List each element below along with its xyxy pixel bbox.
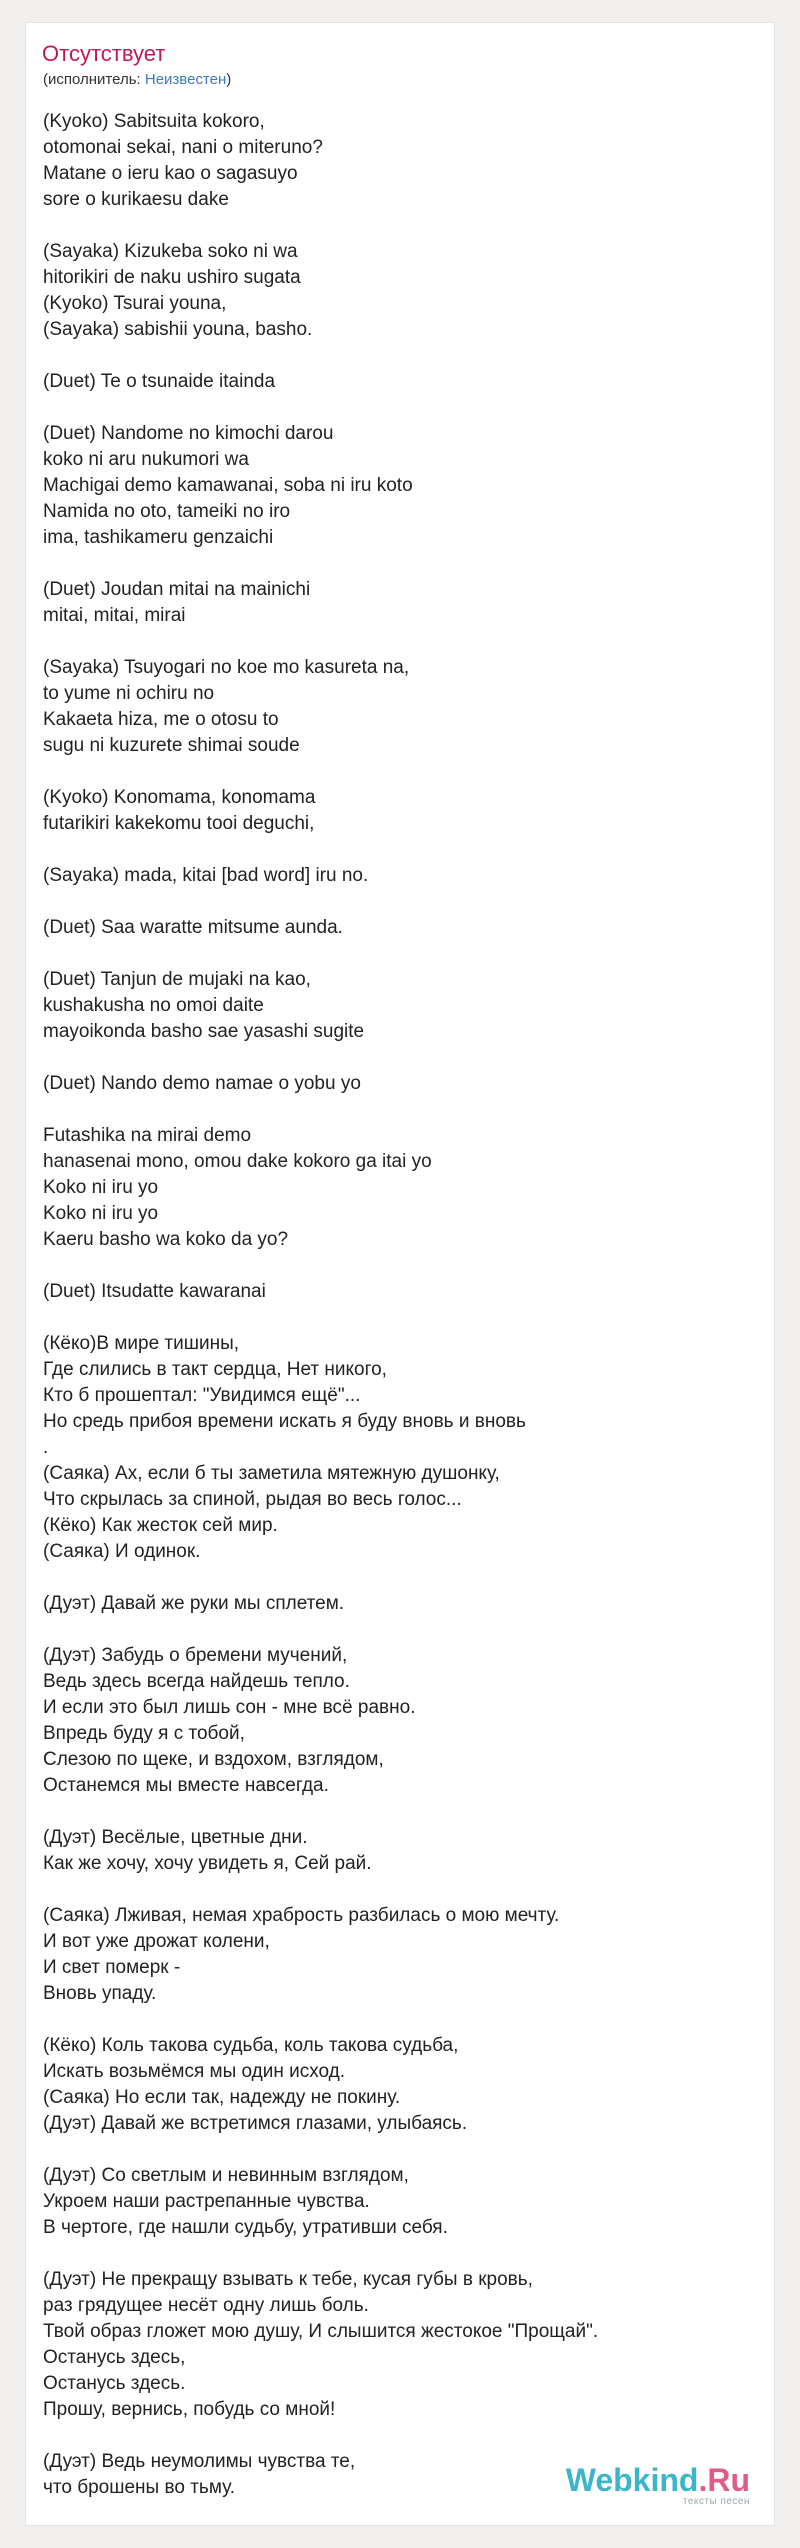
lyric-line: (Дуэт) Весёлые, цветные дни.: [43, 1827, 308, 1848]
lyric-line: Останусь здесь,: [43, 2347, 186, 2368]
lyric-line: (Duet) Joudan mitai na mainichi: [43, 579, 311, 600]
stanza-gap: [43, 1305, 763, 1331]
stanza-gap: [43, 941, 763, 967]
lyric-line: (Кёко) Коль такова судьба, коль такова судьба,: [43, 2035, 459, 2056]
song-title: Отсутствует: [42, 41, 166, 66]
stanza-gap: [43, 1799, 763, 1825]
lyric-line: (Sayaka) Tsuyogari no koe mo kasureta na,: [43, 657, 410, 678]
lyric-line: (Kyoko) Konomama, konomama: [43, 787, 316, 808]
lyric-line: to yume ni ochiru no: [43, 683, 215, 704]
stanza-gap: [43, 629, 763, 655]
artist-prefix: (исполнитель:: [43, 71, 145, 88]
lyric-line: (Kyoko) Sabitsuita kokoro,: [43, 111, 265, 132]
lyric-line: И вот уже дрожат колени,: [43, 1931, 270, 1952]
stanza-gap: [43, 2137, 763, 2163]
lyric-line: (Дуэт) Ведь неумолимы чувства те,: [43, 2451, 356, 2472]
lyric-line: (Кёко) Как жесток сей мир.: [43, 1515, 278, 1536]
lyric-line: (Sayaka) sabishii youna, basho.: [43, 319, 313, 340]
lyric-line: Останемся мы вместе навсегда.: [43, 1775, 329, 1796]
lyric-line: Слезою по щеке, и вздохом, взглядом,: [43, 1749, 384, 1770]
logo-brand-part2: .Ru: [698, 2462, 750, 2498]
lyric-line: koko ni aru nukumori wa: [43, 449, 249, 470]
lyrics-card: [25, 22, 775, 2526]
lyric-line: hanasenai mono, omou dake kokoro ga itai yo: [43, 1151, 432, 1172]
lyric-line: (Саяка) Ах, если б ты заметила мятежную душонку,: [43, 1463, 500, 1484]
lyric-line: (Sayaka) mada, kitai [bad word] iru no.: [43, 865, 369, 886]
lyric-line: И свет померк -: [43, 1957, 181, 1978]
lyric-line: Namida no oto, tameiki no iro: [43, 501, 291, 522]
artist-line: [43, 71, 231, 89]
lyric-line: (Дуэт) Забудь о бремени мучений,: [43, 1645, 348, 1666]
stanza-gap: [43, 1565, 763, 1591]
logo-tagline: тексты песен: [682, 2496, 750, 2507]
stanza-gap: [43, 2423, 763, 2449]
lyric-line: Как же хочу, хочу увидеть я, Сей рай.: [43, 1853, 372, 1874]
lyric-line: (Кёко)В мире тишины,: [43, 1333, 240, 1354]
lyric-line: futarikiri kakekomu tooi deguchi,: [43, 813, 315, 834]
artist-suffix: ): [226, 71, 232, 88]
artist-link[interactable]: Неизвестен: [144, 71, 227, 88]
stanza-gap: [43, 1877, 763, 1903]
lyric-line: (Duet) Nandome no kimochi darou: [43, 423, 334, 444]
lyric-line: Останусь здесь.: [43, 2373, 186, 2394]
lyric-line: otomonai sekai, nani o miteruno?: [43, 137, 323, 158]
lyric-line: kushakusha no omoi daite: [43, 995, 264, 1016]
stanza-gap: [43, 343, 763, 369]
lyric-line: Ведь здесь всегда найдешь тепло.: [43, 1671, 350, 1692]
lyric-line: раз грядущее несёт одну лишь боль.: [43, 2295, 369, 2316]
lyric-line: Твой образ гложет мою душу, И слышится жестокое "Прощай".: [43, 2321, 599, 2342]
lyric-line: hitorikiri de naku ushiro sugata: [43, 267, 301, 288]
lyric-line: (Дуэт) Давай же руки мы сплетем.: [43, 1593, 345, 1614]
lyric-line: (Саяка) Лживая, немая храбрость разбилась о мою мечту.: [43, 1905, 560, 1926]
lyric-line: (Duet) Saa waratte mitsume aunda.: [43, 917, 343, 938]
logo-brand-part1: Webkind: [565, 2462, 699, 2498]
stanza-gap: [43, 551, 763, 577]
lyric-line: Но средь прибоя времени искать я буду вновь и вновь: [43, 1411, 526, 1432]
lyric-line: (Kyoko) Tsurai youna,: [43, 293, 227, 314]
lyric-line: Искать возьмёмся мы один исход.: [43, 2061, 346, 2082]
lyric-line: (Sayaka) Kizukeba soko ni wa: [43, 241, 298, 262]
lyric-line: .: [43, 1437, 49, 1458]
lyric-line: mitai, mitai, mirai: [43, 605, 186, 626]
webkind-logo: [566, 2464, 750, 2507]
lyric-line: (Duet) Te o tsunaide itainda: [43, 371, 276, 392]
lyric-line: (Duet) Nando demo namae o yobu yo: [43, 1073, 361, 1094]
stanza-gap: [43, 1045, 763, 1071]
lyric-line: Machigai demo kamawanai, soba ni iru koto: [43, 475, 413, 496]
stanza-gap: [43, 889, 763, 915]
lyric-line: Matane o ieru kao o sagasuyo: [43, 163, 298, 184]
stanza-gap: [43, 2241, 763, 2267]
stanza-gap: [43, 759, 763, 785]
lyric-line: (Дуэт) Со светлым и невинным взглядом,: [43, 2165, 409, 2186]
stanza-gap: [43, 1253, 763, 1279]
lyric-line: (Саяка) Но если так, надежду не покину.: [43, 2087, 401, 2108]
lyric-line: (Саяка) И одинок.: [43, 1541, 201, 1562]
lyric-line: И если это был лишь сон - мне всё равно.: [43, 1697, 416, 1718]
lyric-line: Что скрылась за спиной, рыдая во весь голос...: [43, 1489, 462, 1510]
logo-wordmark: [566, 2464, 750, 2496]
stanza-gap: [43, 1617, 763, 1643]
lyric-line: (Дуэт) Не прекращу взывать к тебе, кусая губы в кровь,: [43, 2269, 533, 2290]
lyric-line: Koko ni iru yo: [43, 1203, 159, 1224]
lyric-line: Koko ni iru yo: [43, 1177, 159, 1198]
lyric-line: что брошены во тьму.: [43, 2477, 235, 2498]
lyric-line: Укроем наши растрепанные чувства.: [43, 2191, 370, 2212]
stanza-gap: [43, 1097, 763, 1123]
lyric-line: sugu ni kuzurete shimai soude: [43, 735, 300, 756]
lyric-line: sore o kurikaesu dake: [43, 189, 229, 210]
lyric-line: Прошу, вернись, побудь со мной!: [43, 2399, 336, 2420]
lyric-line: Вновь упаду.: [43, 1983, 157, 2004]
stanza-gap: [43, 213, 763, 239]
lyric-line: Kakaeta hiza, me o otosu to: [43, 709, 279, 730]
lyric-line: ima, tashikameru genzaichi: [43, 527, 274, 548]
lyric-line: (Дуэт) Давай же встретимся глазами, улыбаясь.: [43, 2113, 468, 2134]
lyric-line: Где слились в такт сердца, Нет никого,: [43, 1359, 387, 1380]
lyric-line: Кто б прошептал: "Увидимся ещё"...: [43, 1385, 361, 1406]
lyric-line: Futashika na mirai demo: [43, 1125, 252, 1146]
lyric-line: Впредь буду я с тобой,: [43, 1723, 245, 1744]
stanza-gap: [43, 837, 763, 863]
stanza-gap: [43, 395, 763, 421]
lyric-line: (Duet) Itsudatte kawaranai: [43, 1281, 266, 1302]
lyrics-text: [43, 109, 763, 2501]
lyric-line: (Duet) Tanjun de mujaki na kao,: [43, 969, 311, 990]
lyric-line: Kaeru basho wa koko da yo?: [43, 1229, 289, 1250]
lyric-line: В чертоге, где нашли судьбу, утративши себя.: [43, 2217, 448, 2238]
stanza-gap: [43, 2007, 763, 2033]
lyric-line: mayoikonda basho sae yasashi sugite: [43, 1021, 365, 1042]
